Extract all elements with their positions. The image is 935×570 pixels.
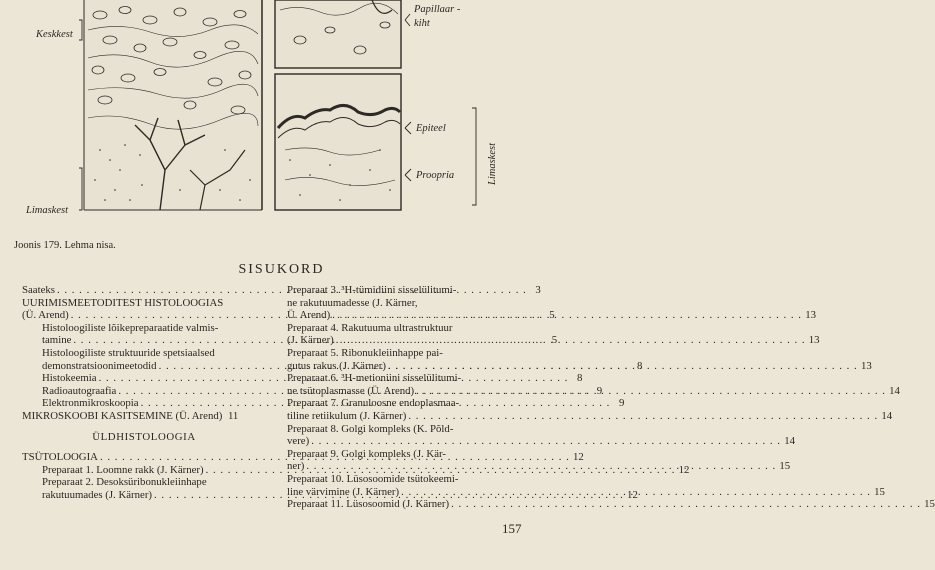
toc-entry-cont: line värvimine (J. Kärner) (287, 485, 400, 498)
toc-page: 11 (227, 409, 239, 422)
toc-entry (22, 410, 266, 423)
label-limaskest-left: Limaskest (26, 205, 68, 216)
toc-page: 8 (636, 359, 643, 372)
toc-entry-text: Preparaat 11. Lüsosoomid (J. Kärner) (287, 498, 450, 511)
label-keskkest: Keskkest (36, 29, 73, 40)
toc-entry (287, 409, 893, 423)
toc-entry (287, 498, 935, 511)
toc-entry-text: Preparaat 7. Granuloosne endoplasmaa- (287, 397, 460, 410)
epithelium-panel (275, 74, 401, 210)
toc-entry (287, 334, 820, 347)
toc-page: 13 (805, 309, 816, 322)
toc-page: 12 (627, 488, 638, 501)
toc-page: 9 (618, 397, 625, 410)
label-propria: Proopria (416, 170, 455, 181)
toc-entry (287, 435, 795, 448)
toc-entry (22, 463, 690, 477)
toc-entry-text: Histoloogiliste struktuuride spetsiaalsed (42, 346, 215, 359)
toc-entry-cont: ner) (287, 460, 305, 473)
toc-entry-text: Saateks (22, 284, 55, 296)
page-number: 157 (502, 521, 522, 536)
toc-title: SISUKORD (238, 262, 325, 277)
toc-entry-cont: tamine (42, 334, 72, 347)
toc-entry-cont: rakutuumades (J. Kärner) (42, 488, 153, 501)
toc-page: 12 (678, 463, 690, 476)
toc-entry-text: Preparaat 2. Desoksüribonukleiinhape (42, 476, 207, 489)
dot-leader (401, 486, 871, 499)
dot-leader (306, 460, 776, 473)
toc-entry-text: Histokeemia (42, 372, 97, 385)
toc-page: 5 (551, 334, 558, 347)
label-papillaar-2: kiht (414, 18, 430, 29)
toc-entry-text: MIKROSKOOBI KASITSEMINE (Ü. Arend) (22, 409, 223, 422)
toc-page: 9 (596, 384, 603, 397)
toc-entry-text: Histoloogiliste lõikepreparaatide valmis- (42, 321, 219, 334)
toc-page: 15 (924, 498, 935, 511)
histology-figure (0, 0, 563, 228)
toc-page: 14 (784, 435, 795, 448)
toc-page: 14 (889, 384, 900, 397)
toc-page: 12 (573, 451, 584, 464)
section-heading: ÜLDHISTOLOOGIA (92, 430, 196, 443)
toc-entry-text: Preparaat 8. Golgi kompleks (K. Põld- (287, 422, 454, 435)
papillary-panel (275, 0, 401, 68)
toc-entry-text: Preparaat 10. Lüsosoomide tsütokeemi- (287, 472, 459, 485)
toc-entry-text: Preparaat 1. Loomne rakk (J. Kärner) (42, 463, 204, 476)
left-tissue-panel (84, 0, 262, 210)
toc-entry-text: Preparaat 5. Ribonukleiinhappe pai- (287, 346, 443, 359)
label-limaskest-right: Limaskest (487, 143, 498, 185)
toc-entry (22, 309, 555, 322)
label-epiteel: Epiteel (416, 123, 446, 134)
toc-entry (287, 309, 816, 322)
toc-entry-text: Preparaat 4. Rakutuuma ultrastruktuur (287, 321, 453, 334)
toc-page: 13 (808, 334, 820, 347)
dot-leader (416, 385, 886, 398)
toc-entry-text: Preparaat 6. ³H-metioniini sisselülitumi- (287, 372, 462, 385)
toc-entry-cont: vere) (287, 435, 310, 448)
toc-entry (287, 384, 900, 398)
toc-entry-text: Radioautograafia (42, 384, 117, 397)
dot-leader (332, 309, 802, 322)
toc-entry-text: UURIMISMEETODITEST HISTOLOOGIAS (22, 296, 224, 309)
toc-entry-cont: ne rakutuumadesse (J. Kärner, (287, 296, 418, 309)
dot-leader (451, 498, 921, 511)
toc-entry-cont: (J. Kärner) (287, 334, 334, 347)
toc-page: 15 (874, 485, 885, 498)
dot-leader (311, 435, 781, 448)
toc-page: 15 (779, 460, 791, 473)
toc-entry-text: Elektronmikroskoopia (42, 397, 139, 410)
toc-entry (287, 359, 872, 373)
dot-leader (408, 410, 878, 423)
toc-entry-cont: (Ü. Arend) (22, 309, 69, 322)
toc-entry-cont: tiline retiikulum (J. Kärner) (287, 409, 407, 422)
toc-entry-cont: gutus rakus (J. Kärner) (287, 359, 386, 372)
toc-entry-text: Preparaat 3. ³H-tümidiini sisselülitumi- (287, 284, 457, 296)
figure-drawing (0, 0, 563, 228)
toc-entry-text: TSÜTOLOOGIA (22, 451, 98, 464)
dot-leader (388, 360, 858, 373)
toc-page: 3 (535, 284, 541, 296)
toc-page: 5 (549, 309, 555, 322)
toc-page: 13 (860, 359, 872, 372)
toc-page: 14 (881, 409, 893, 422)
figure-caption: Joonis 179. Lehma nisa. (14, 240, 116, 251)
dot-leader (336, 334, 806, 347)
label-papillaar-1: Papillaar - (414, 4, 461, 15)
toc-entry-text: Preparaat 9. Golgi kompleks (J. Kär- (287, 447, 446, 460)
toc-page: 8 (576, 372, 583, 385)
toc-entry-cont: Ü. Arend) (287, 309, 331, 322)
toc-entry-cont: ne tsütoplasmasse (Ü. Arend) (287, 384, 415, 397)
toc-entry-cont: demonstratsioonimeetodid (42, 359, 157, 372)
